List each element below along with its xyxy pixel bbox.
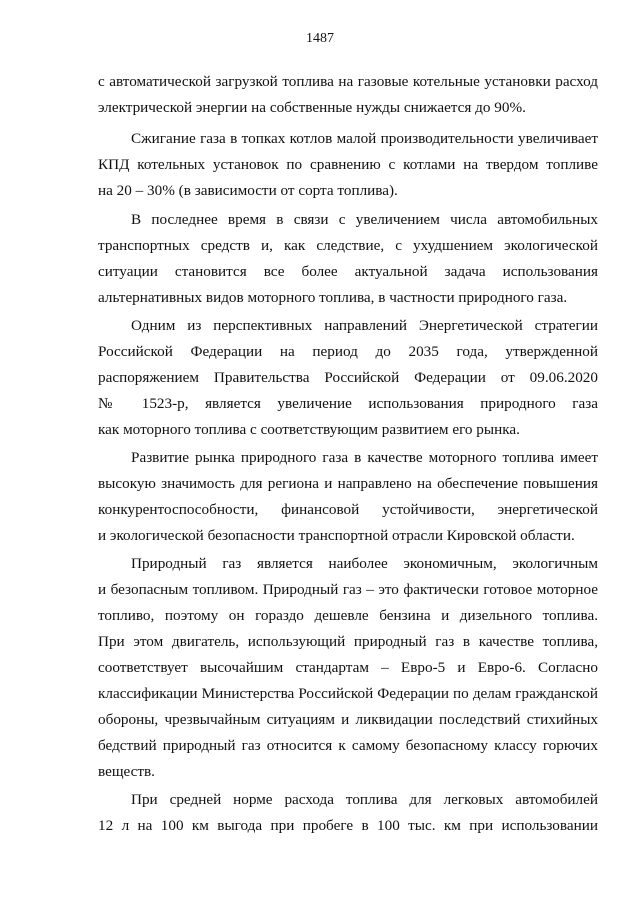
text-line: как моторного топлива с соответствующим развитием его рынка.	[98, 421, 520, 438]
text-line: Природный газ является наиболее экономичным, экологичным	[131, 555, 598, 572]
text-line: Сжигание газа в топках котлов малой производительности увеличивает	[131, 130, 598, 147]
text-line: бедствий природный газ относится к самому безопасному классу горючих	[98, 737, 598, 754]
text-line: ситуации становится все более актуальной задача использования	[98, 263, 598, 280]
text-line: При средней норме расхода топлива для легковых автомобилей	[131, 791, 598, 808]
text-line: на 20 – 30% (в зависимости от сорта топлива).	[98, 182, 398, 199]
text-line: и экологической безопасности транспортной отрасли Кировской области.	[98, 527, 575, 544]
text-line: и безопасным топливом. Природный газ – это фактически готовое моторное	[98, 581, 598, 598]
text-line: В последнее время в связи с увеличением числа автомобильных	[131, 211, 598, 228]
text-line: Одним из перспективных направлений Энергетической стратегии	[131, 317, 598, 334]
text-line: с автоматической загрузкой топлива на газовые котельные установки расход	[98, 73, 598, 90]
text-line: транспортных средств и, как следствие, с ухудшением экологической	[98, 237, 598, 254]
text-line: КПД котельных установок по сравнению с котлами на твердом топливе	[98, 156, 598, 173]
page-number: 1487	[306, 31, 334, 46]
text-line: классификации Министерства Российской Федерации по делам гражданской	[98, 685, 598, 702]
text-line: 12 л на 100 км выгода при пробеге в 100 тыс. км при использовании	[98, 817, 598, 834]
text-line: конкурентоспособности, финансовой устойчивости, энергетической	[98, 501, 598, 518]
text-line: При этом двигатель, использующий природный газ в качестве топлива,	[98, 633, 598, 650]
text-line: соответствует высочайшим стандартам – Евро-5 и Евро-6. Согласно	[98, 659, 598, 676]
text-line: высокую значимость для региона и направлено на обеспечение повышения	[98, 475, 598, 492]
text-line: веществ.	[98, 763, 155, 780]
text-line: распоряжением Правительства Российской Федерации от 09.06.2020	[98, 369, 598, 386]
text-line: обороны, чрезвычайным ситуациям и ликвидации последствий стихийных	[98, 711, 598, 728]
text-line: электрической энергии на собственные нужды снижается до 90%.	[98, 99, 526, 116]
text-line: № 1523-р, является увеличение использования природного газа	[98, 395, 598, 412]
text-line: Российской Федерации на период до 2035 года, утвержденной	[98, 343, 598, 360]
text-line: Развитие рынка природного газа в качестве моторного топлива имеет	[131, 449, 598, 466]
text-line: топливо, поэтому он гораздо дешевле бензина и дизельного топлива.	[98, 607, 598, 624]
text-line: альтернативных видов моторного топлива, в частности природного газа.	[98, 289, 568, 306]
